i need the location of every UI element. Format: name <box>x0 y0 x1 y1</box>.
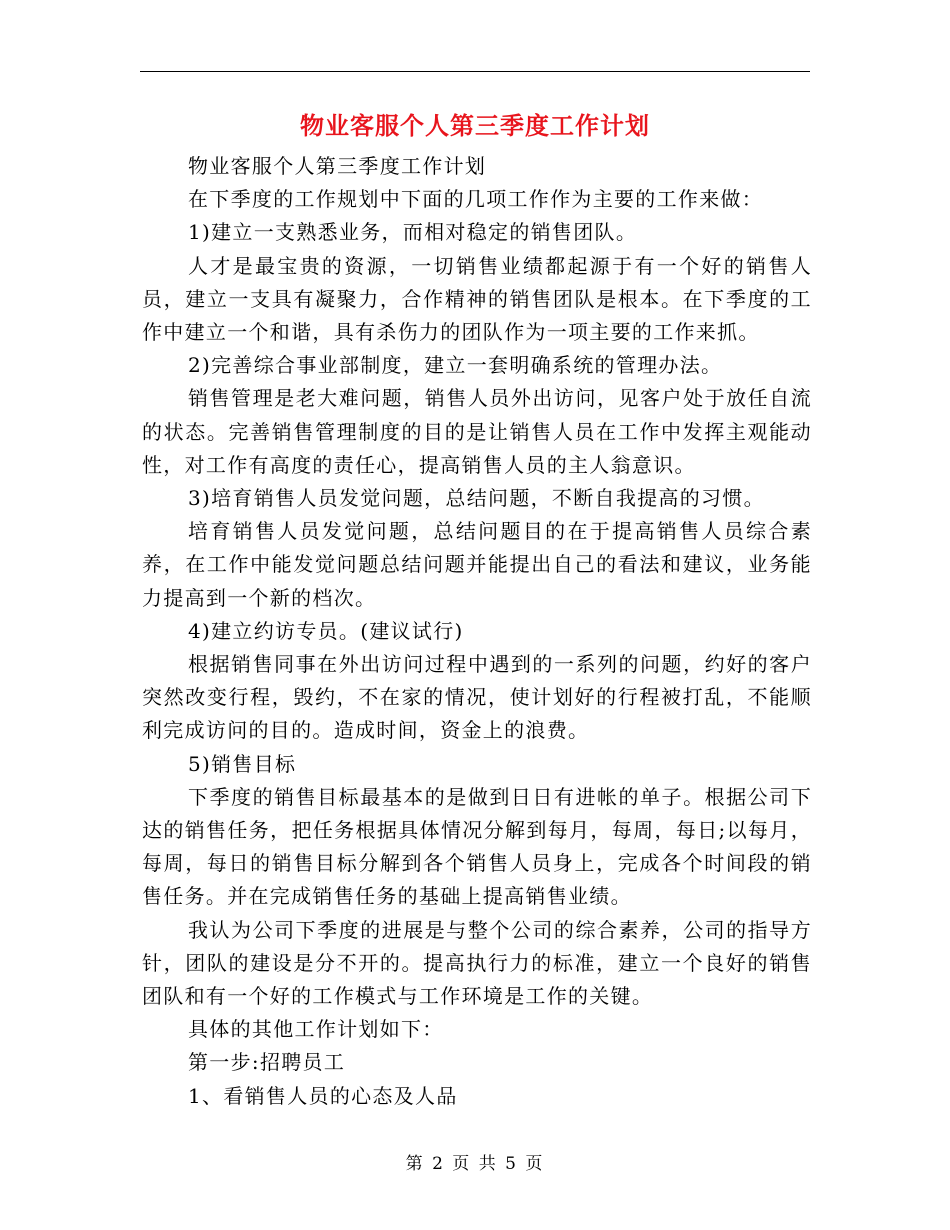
footer-page-mid: 页 共 <box>452 1154 498 1174</box>
paragraph: 在下季度的工作规划中下面的几项工作作为主要的工作来做： <box>188 187 764 212</box>
paragraph: 2)完善综合事业部制度，建立一套明确系统的管理办法。 <box>188 353 723 378</box>
paragraph: 人才是最宝贵的资源，一切销售业绩都起源于有一个好的销售人员，建立一支具有凝聚力，合作精神的销售团队是根本。在下季度的工作中建立一个和谐，具有杀伤力的团队作为一项主要的工作来抓。 <box>142 253 812 345</box>
paragraph: 具体的其他工作计划如下： <box>188 1017 444 1042</box>
paragraph: 下季度的销售目标最基本的是做到日日有进帐的单子。根据公司下达的销售任务，把任务根据具体情况分解到每月，每周，每日;以每月，每周，每日的销售目标分解到各个销售人员身上，完成各个时间段的销售任务。并在完成销售任务的基础上提高销售业绩。 <box>142 784 812 909</box>
document-title: 物业客服个人第三季度工作计划 <box>300 111 650 140</box>
footer-page-current: 2 <box>432 1154 445 1174</box>
paragraph: 培育销售人员发觉问题，总结问题目的在于提高销售人员综合素养，在工作中能发觉问题总结问题并能提出自己的看法和建议，业务能力提高到一个新的档次。 <box>142 519 812 610</box>
footer-page-suffix: 页 <box>525 1154 545 1174</box>
footer-page-prefix: 第 <box>405 1154 425 1174</box>
header-rule <box>140 71 810 72</box>
paragraph: 第一步:招聘员工 <box>188 1050 346 1075</box>
document-body <box>142 150 812 1113</box>
footer-page-total: 5 <box>505 1154 518 1174</box>
paragraph: 我认为公司下季度的进展是与整个公司的综合素养，公司的指导方针，团队的建设是分不开的。提高执行力的标准，建立一个良好的销售团队和有一个好的工作模式与工作环境是工作的关键。 <box>142 917 812 1009</box>
paragraph: 3)培育销售人员发觉问题，总结问题，不断自我提高的习惯。 <box>188 486 765 511</box>
paragraph: 根据销售同事在外出访问过程中遇到的一系列的问题，约好的客户突然改变行程，毁约，不在家的情况，使计划好的行程被打乱，不能顺利完成访问的目的。造成时间，资金上的浪费。 <box>142 652 812 743</box>
paragraph: 1、看销售人员的心态及人品 <box>188 1083 458 1108</box>
paragraph: 5)销售目标 <box>188 751 297 776</box>
paragraph: 1)建立一支熟悉业务，而相对稳定的销售团队。 <box>188 220 638 245</box>
paragraph: 物业客服个人第三季度工作计划 <box>188 154 487 178</box>
paragraph: 销售管理是老大难问题，销售人员外出访问，见客户处于放任自流的状态。完善销售管理制度的目的是让销售人员在工作中发挥主观能动性，对工作有高度的责任心，提高销售人员的主人翁意识。 <box>142 386 812 477</box>
page-number-footer <box>0 1152 950 1176</box>
paragraph: 4)建立约访专员。(建议试行) <box>188 618 464 643</box>
